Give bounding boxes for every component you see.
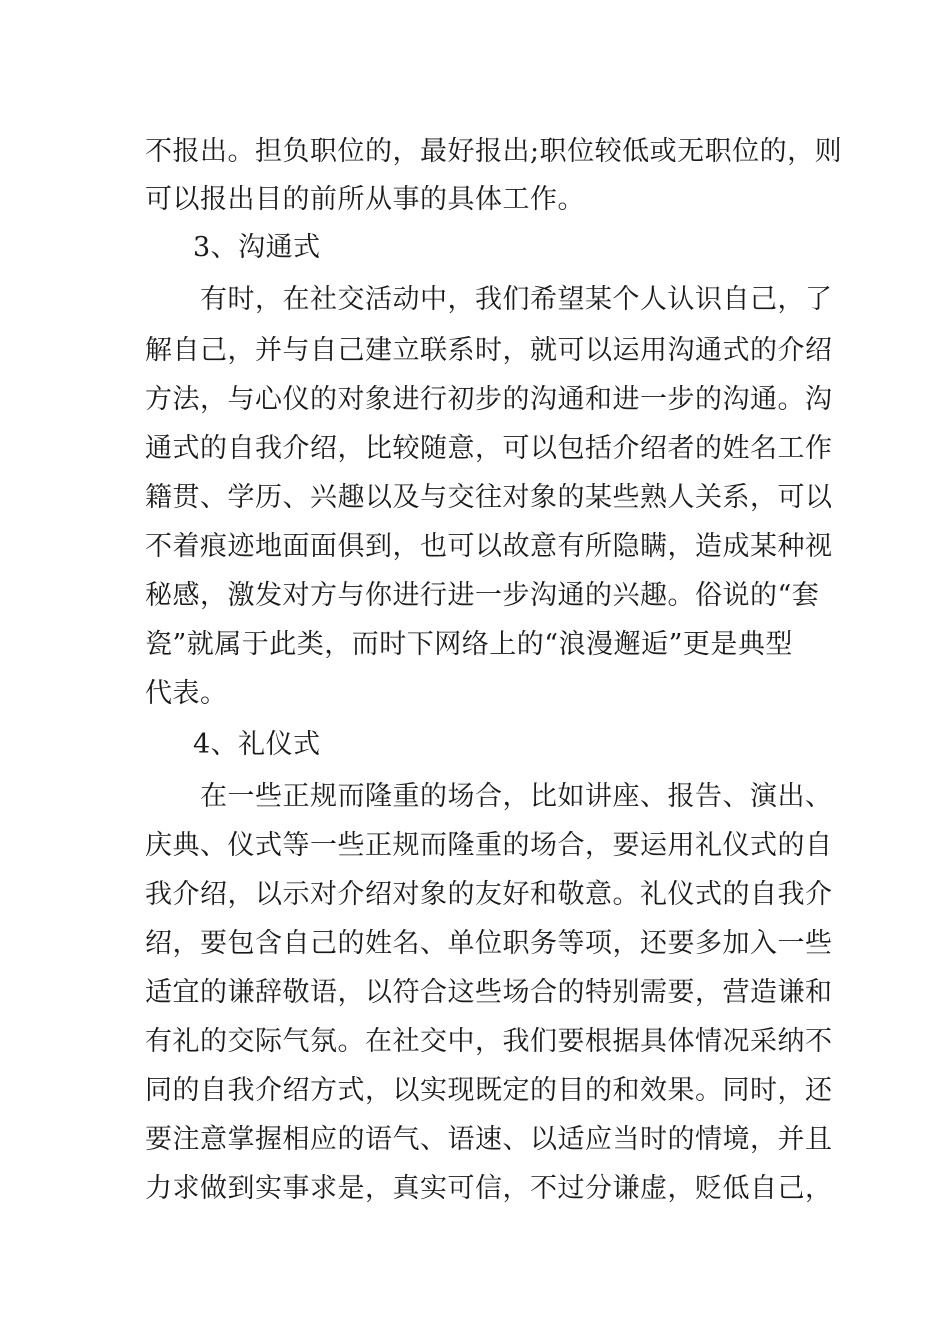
paragraph-line: 通式的自我介绍，比较随意，可以包括介绍者的姓名工作 xyxy=(145,433,833,464)
paragraph-line: 不着痕迹地面面俱到，也可以故意有所隐瞒，造成某种视 xyxy=(145,531,833,562)
paragraph-line: 方法，与心仪的对象进行初步的沟通和进一步的沟通。沟 xyxy=(145,384,833,415)
paragraph-line: 秘感，激发对方与你进行进一步沟通的兴趣。俗说的“套 xyxy=(145,580,820,611)
paragraph-line: 不报出。担负职位的，最好报出;职位较低或无职位的，则 xyxy=(145,136,843,167)
paragraph-line: 有礼的交际气氛。在社交中，我们要根据具体情况采纳不 xyxy=(145,1026,833,1057)
paragraph-line: 代表。 xyxy=(145,678,228,709)
paragraph-line: 可以报出目的前所从事的具体工作。 xyxy=(145,184,585,215)
paragraph-line: 力求做到实事求是，真实可信，不过分谦虚，贬低自己， xyxy=(145,1173,833,1204)
section-heading-communication: 3、沟通式 xyxy=(193,232,321,263)
paragraph-line: 同的自我介绍方式，以实现既定的目的和效果。同时，还 xyxy=(145,1075,833,1106)
paragraph-line: 瓷”就属于此类，而时下网络上的“浪漫邂逅”更是典型 xyxy=(145,629,793,660)
paragraph-line: 我介绍，以示对介绍对象的友好和敬意。礼仪式的自我介 xyxy=(145,879,833,910)
section-heading-etiquette: 4、礼仪式 xyxy=(193,729,321,760)
paragraph-line: 绍，要包含自己的姓名、单位职务等项，还要多加入一些 xyxy=(145,928,833,959)
paragraph-line: 有时，在社交活动中，我们希望某个人认识自己，了 xyxy=(200,284,833,315)
paragraph-line: 解自己，并与自己建立联系时，就可以运用沟通式的介绍 xyxy=(145,335,833,366)
paragraph-line: 要注意掌握相应的语气、语速、以适应当时的情境，并且 xyxy=(145,1124,833,1155)
paragraph-line: 在一些正规而隆重的场合，比如讲座、报告、演出、 xyxy=(200,781,833,812)
paragraph-line: 庆典、仪式等一些正规而隆重的场合，要运用礼仪式的自 xyxy=(145,830,833,861)
paragraph-line: 籍贯、学历、兴趣以及与交往对象的某些熟人关系，可以 xyxy=(145,482,833,513)
paragraph-line: 适宜的谦辞敬语，以符合这些场合的特别需要，营造谦和 xyxy=(145,977,833,1008)
